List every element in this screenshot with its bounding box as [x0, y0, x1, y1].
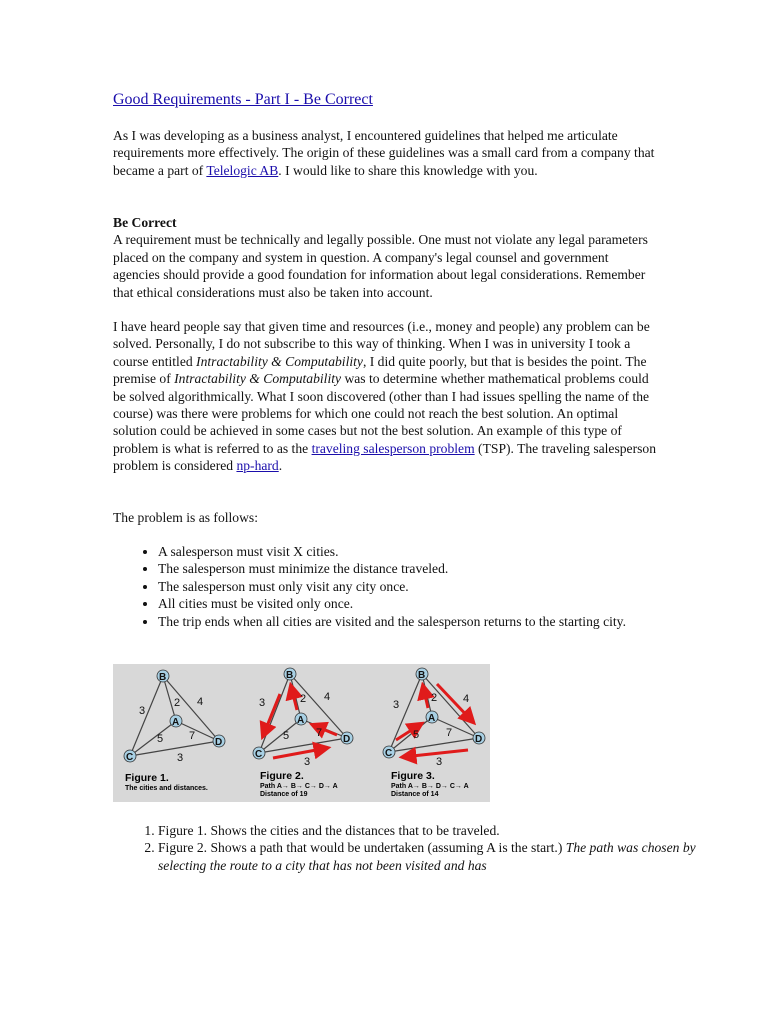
- figure-3-graph: [383, 668, 485, 798]
- node-c-label: C: [385, 748, 393, 759]
- be-correct-heading: Be Correct: [113, 215, 177, 230]
- edge-ab-label: 2: [174, 697, 181, 709]
- page-title[interactable]: [113, 90, 373, 110]
- list-item: • The trip ends when all cities are visited and the salesperson returns to the starting city.: [158, 613, 703, 630]
- figure-descriptions: [113, 822, 703, 874]
- edge-bc-label: 3: [139, 705, 146, 717]
- edge-bd-label: 4: [197, 696, 204, 708]
- node-a-label: A: [428, 713, 436, 724]
- list-item: • The salesperson must only visit any city once.: [158, 578, 703, 595]
- list-item: • A salesperson must visit X cities.: [158, 543, 703, 560]
- figures-svg: [113, 664, 490, 802]
- figure-1-graph: [124, 670, 225, 792]
- tsp-figures-image: [113, 664, 490, 802]
- np-hard-link[interactable]: np-hard: [236, 458, 279, 474]
- node-d-label: D: [343, 734, 351, 745]
- intro-text-1: As I was developing as a business analyst, I encountered guidelines that helped me articulate requirements more effectively. The origin of these guidelines was a small card from a company that became a part of: [113, 128, 655, 178]
- edge-bd-label: 4: [463, 693, 470, 705]
- tsp-text-3: was to determine whether mathematical problems could be solved algorithmically. What I soon discovered (other than I had issues spelling the name of the course) was there were problems for which one could not reach the best solution. An optimal solution could be achieved in some cases but not the best solution. An example of this type of problem is what is referred to as the: [113, 371, 650, 456]
- tsp-text-5: .: [278, 458, 283, 474]
- figure-3-path: Path A→ B→ D→ C→ A: [391, 783, 469, 790]
- figure-1-caption: The cities and distances.: [125, 785, 208, 792]
- node-b-label: B: [159, 672, 167, 683]
- figure-1-title: Figure 1.: [125, 772, 169, 784]
- node-d-label: D: [215, 737, 223, 748]
- edge-ad-label: 7: [189, 730, 196, 742]
- list-item: • The salesperson must minimize the distance traveled.: [158, 560, 703, 577]
- figure-2-distance: Distance of 19: [260, 791, 308, 798]
- tsp-text-2: , I did quite poorly, but that is besides the point. The premise of: [113, 353, 647, 387]
- problem-list: [113, 543, 703, 630]
- edge-ab-label: 2: [431, 692, 438, 704]
- figure-3-title: Figure 3.: [391, 770, 435, 782]
- tsp-text-4: (TSP). The traveling salesperson problem is considered: [113, 440, 656, 474]
- tsp-text-1: I have heard people say that given time and resources (i.e., money and people) any problem can be solved. Personally, I do not subscribe to this way of thinking. When I was in university I took a course entitled: [113, 319, 650, 369]
- figure-2-graph: [253, 668, 353, 798]
- edge-ad-label: 7: [316, 727, 323, 739]
- edge-bc-label: 3: [259, 697, 266, 709]
- node-a-label: A: [172, 717, 180, 728]
- edge-bd-label: 4: [324, 691, 331, 703]
- edge-ac-label: 5: [157, 733, 164, 745]
- figure-2-path: Path A→ B→ C→ D→ A: [260, 783, 338, 790]
- telelogic-link[interactable]: Telelogic AB: [206, 162, 279, 178]
- tsp-paragraph: [113, 318, 658, 475]
- be-correct-section: [113, 214, 658, 301]
- node-c-label: C: [255, 749, 263, 760]
- problem-intro: The problem is as follows:: [113, 510, 258, 525]
- edge-ad-label: 7: [446, 727, 453, 739]
- node-c-label: C: [126, 752, 134, 763]
- tsp-link[interactable]: traveling salesperson problem: [311, 440, 475, 456]
- list-item: [158, 839, 703, 874]
- node-a-label: A: [297, 715, 305, 726]
- edge-ac-label: 5: [413, 729, 420, 741]
- list-item: 1. Figure 1. Shows the cities and the distances that to be traveled.: [158, 822, 703, 839]
- intro-text-2: . I would like to share this knowledge with you.: [278, 162, 538, 178]
- title-link[interactable]: Good Requirements - Part I - Be Correct: [113, 91, 373, 108]
- edge-cd-label: 3: [436, 756, 443, 768]
- intro-paragraph: [113, 127, 658, 179]
- edge-cd-label: 3: [177, 752, 184, 764]
- list-item: • All cities must be visited only once.: [158, 595, 703, 612]
- node-b-label: B: [286, 670, 294, 681]
- be-correct-body: A requirement must be technically and legally possible. One must not violate any legal parameters placed on the company and system in question. A company's legal counsel and government agencies should provide a good foundation for information about legal considerations. Remember that ethical considerations must also be taken into account.: [113, 232, 648, 300]
- edge-bc-label: 3: [393, 699, 400, 711]
- item2-italic: The path was chosen by selecting the route to a city that has not been visited and has: [158, 840, 696, 873]
- edge-cd-label: 3: [304, 756, 311, 768]
- course-title-2: Intractability & Computability: [174, 371, 342, 387]
- node-d-label: D: [475, 734, 483, 745]
- edge-ac-label: 5: [283, 730, 290, 742]
- course-title-1: Intractability & Computability: [196, 353, 363, 369]
- figure-2-title: Figure 2.: [260, 770, 304, 782]
- node-b-label: B: [418, 670, 426, 681]
- figure-3-distance: Distance of 14: [391, 791, 439, 798]
- edge-ab-label: 2: [300, 693, 307, 705]
- item2-text: Figure 2. Shows a path that would be undertaken (assuming A is the start.): [158, 840, 566, 856]
